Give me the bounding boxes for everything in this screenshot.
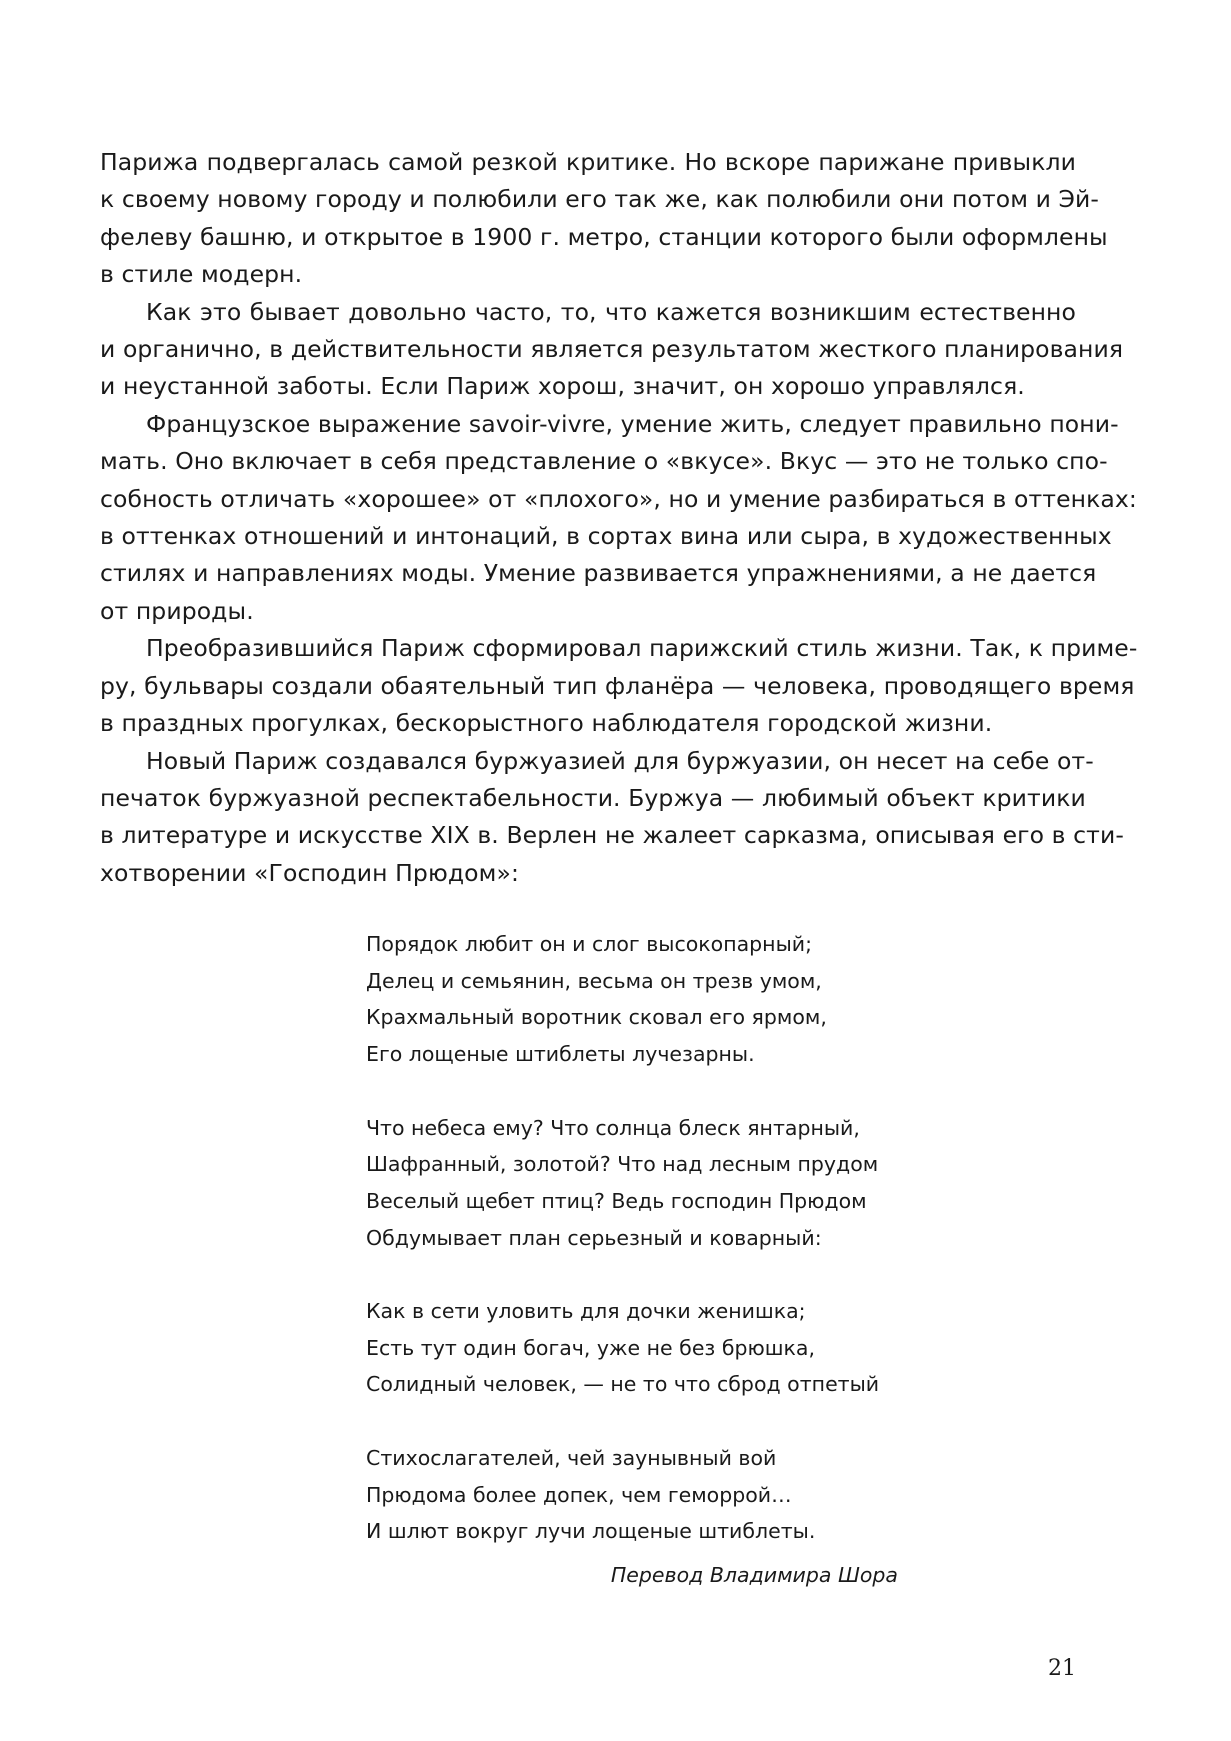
poem-stanza bbox=[366, 1293, 926, 1403]
text-line: в праздных прогулках, бескорыстного наблюдателя городской жизни. bbox=[100, 709, 993, 738]
text-line: печаток буржуазной респектабельности. Буржуа — любимый объект критики bbox=[100, 783, 1086, 812]
poem-stanza bbox=[366, 1110, 926, 1257]
text-line: фелеву башню, и открытое в 1900 г. метро, станции которого были оформлены bbox=[100, 222, 1108, 251]
poem-line: Его лощеные штиблеты лучезарны. bbox=[366, 1042, 755, 1067]
poem-line: Порядок любит он и слог высокопарный; bbox=[366, 932, 813, 956]
text-line: ру, бульвары создали обаятельный тип фланёра — человека, проводящего время bbox=[100, 671, 1135, 700]
translation-attribution: Перевод Владимира Шора bbox=[610, 1563, 898, 1587]
text-line: собность отличать «хорошее» от «плохого», но и умение разбираться в оттенках: bbox=[100, 484, 1137, 513]
text-line: Как это бывает довольно часто, то, что кажется возникшим естественно bbox=[146, 297, 1076, 326]
poem-line: Как в сети уловить для дочки женишка; bbox=[366, 1299, 806, 1323]
poem-stanza bbox=[366, 1440, 926, 1550]
poem-line: Прюдома более допек, чем геморрой… bbox=[366, 1482, 792, 1507]
text-line: к своему новому городу и полюбили его так же, как полюбили они потом и Эй- bbox=[100, 185, 1100, 214]
text-line: и органично, в действительности является результатом жесткого планирования bbox=[100, 335, 1124, 364]
text-line: в литературе и искусстве XIX в. Верлен не жалеет сарказма, описывая его в сти- bbox=[100, 821, 1124, 850]
text-line: Преобразившийся Париж сформировал парижский стиль жизни. Так, к приме- bbox=[146, 634, 1138, 663]
text-line: Французское выражение savoir-vivre, умение жить, следует правильно пони- bbox=[146, 409, 1119, 438]
body-text bbox=[100, 144, 1138, 892]
text-line: в оттенках отношений и интонаций, в сортах вина или сыра, в художественных bbox=[100, 522, 1112, 551]
poem-line: Веселый щебет птиц? Ведь господин Прюдом bbox=[366, 1188, 867, 1213]
text-line: в стиле модерн. bbox=[100, 260, 303, 289]
page-number: 21 bbox=[1048, 1656, 1076, 1681]
poem-stanza bbox=[366, 926, 926, 1073]
text-line: от природы. bbox=[100, 596, 254, 625]
paragraph bbox=[100, 406, 1137, 630]
text-line: и неустанной заботы. Если Париж хорош, значит, он хорошо управлялся. bbox=[100, 372, 1025, 401]
text-line: мать. Оно включает в себя представление о «вкусе». Вкус — это не только спо- bbox=[100, 447, 1108, 476]
paragraph bbox=[100, 743, 1124, 893]
paragraph bbox=[100, 144, 1108, 294]
poem bbox=[366, 926, 926, 1550]
paragraph bbox=[100, 294, 1124, 406]
poem-line: Делец и семьянин, весьма он трезв умом, bbox=[366, 968, 822, 993]
poem-line: Стихослагателей, чей заунывный вой bbox=[366, 1445, 777, 1470]
poem-line: И шлют вокруг лучи лощеные штиблеты. bbox=[366, 1519, 816, 1544]
paragraph bbox=[100, 630, 1138, 742]
poem-line: Шафранный, золотой? Что над лесным прудом bbox=[366, 1152, 879, 1177]
text-line: Новый Париж создавался буржуазией для буржуазии, он несет на себе от- bbox=[146, 746, 1094, 775]
poem-line: Обдумывает план серьезный и коварный: bbox=[366, 1225, 822, 1250]
poem-line: Что небеса ему? Что солнца блеск янтарный, bbox=[366, 1115, 860, 1140]
poem-line: Есть тут один богач, уже не без брюшка, bbox=[366, 1335, 815, 1360]
text-line: стилях и направлениях моды. Умение развивается упражнениями, а не дается bbox=[100, 559, 1097, 588]
text-line: хотворении «Господин Прюдом»: bbox=[100, 858, 519, 887]
poem-line: Солидный человек, — не то что сброд отпетый bbox=[366, 1372, 880, 1397]
poem-line: Крахмальный воротник сковал его ярмом, bbox=[366, 1005, 827, 1030]
text-line: Парижа подвергалась самой резкой критике. Но вскоре парижане привыкли bbox=[100, 148, 1076, 176]
